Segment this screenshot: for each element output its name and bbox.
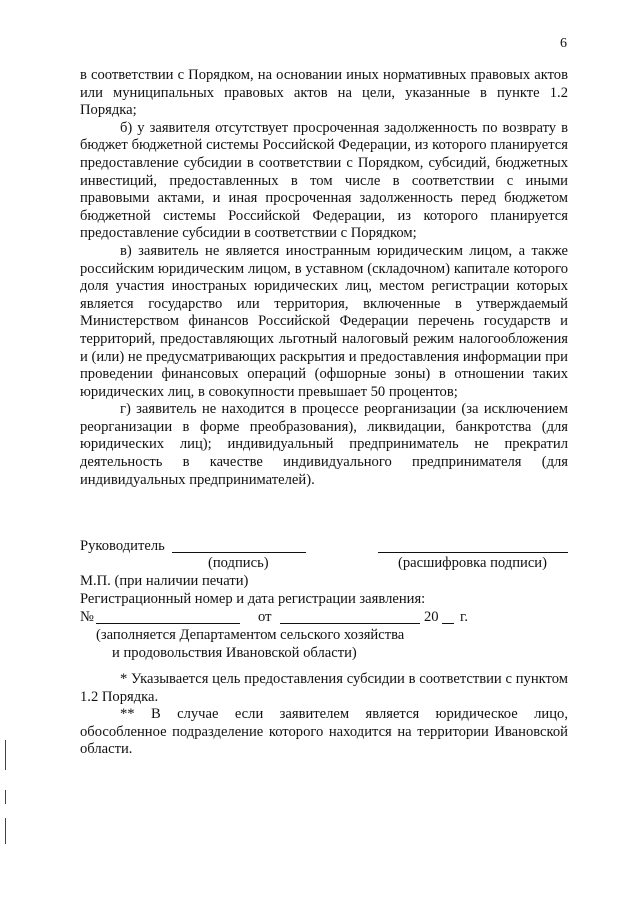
- scan-margin-mark: [5, 790, 6, 804]
- year-line: [442, 623, 454, 624]
- scan-margin-mark: [5, 740, 6, 770]
- registration-date-line: [280, 623, 420, 624]
- signature-caption: (подпись): [208, 555, 269, 571]
- fill-note-line-2: и продовольствия Ивановской области): [112, 645, 357, 661]
- scan-margin-mark: [5, 818, 6, 844]
- signature-line: [172, 552, 306, 553]
- number-sign: №: [80, 609, 94, 625]
- conditions-block: [80, 67, 568, 489]
- registration-label: Регистрационный номер и дата регистрации заявления:: [80, 591, 426, 607]
- stamp-note: М.П. (при наличии печати): [80, 573, 249, 589]
- paragraph-g: г) заявитель не находится в процессе реорганизации (за исключением реорганизации в форме преобразования), ликвидации, банкротства (для юридических лиц); индивидуальный предприниматель не прекратил деятельность в качестве индивидуального предпринимателя (для индивидуальных предпринимателей).: [80, 401, 568, 488]
- registration-number-line: [96, 623, 240, 624]
- from-word: от: [258, 609, 272, 625]
- decode-caption: (расшифровка подписи): [398, 555, 547, 571]
- year-suffix: г.: [460, 609, 468, 625]
- name-decode-line: [378, 552, 568, 553]
- page-number: 6: [560, 36, 567, 51]
- signature-block: [80, 534, 570, 684]
- year-prefix: 20: [424, 609, 439, 625]
- paragraph-continuation: в соответствии с Порядком, на основании иных нормативных правовых актов или муниципальных правовых актов на цели, указанные в пункте 1.2 Порядка;: [80, 67, 568, 119]
- footnote-1: * Указывается цель предоставления субсидии в соответствии с пунктом 1.2 Порядка.: [80, 671, 568, 705]
- footnotes-block: [80, 671, 568, 759]
- footnote-2: ** В случае если заявителем является юридическое лицо, обособленное подразделение которого находится на территории Ивановской области.: [80, 706, 568, 758]
- fill-note-line-1: (заполняется Департаментом сельского хозяйства: [96, 627, 405, 643]
- head-label: Руководитель: [80, 538, 165, 554]
- paragraph-v: в) заявитель не является иностранным юридическим лицом, а также российским юридическим лицом, в уставном (складочном) капитале которого доля участия иностраных юридических лиц, местом регистрации которых является государство или территория, включенные в утверждаемый Министерством финансов Российской Федерации перечень государств и территорий, предоставляющих льготный налоговый режим налогообложения и (или) не предусматривающих раскрытия и предоставления информации при проведении финансовых операций (офшорные зоны) в отношении таких юридических лиц, в совокупности превышает 50 процентов;: [80, 242, 568, 400]
- paragraph-b: б) у заявителя отсутствует просроченная задолженность по возврату в бюджет бюджетной системы Российской Федерации, из которого планируется предоставление субсидии в соответствии с Порядком, субсидий, бюджетных инвестиций, предоставленных в том числе в соответствии с иными правовыми актами, и иная просроченная задолженность перед бюджетом бюджетной системы Российской Федерации, из которого планируется предоставление субсидии в соответствии с Порядком;: [80, 119, 568, 242]
